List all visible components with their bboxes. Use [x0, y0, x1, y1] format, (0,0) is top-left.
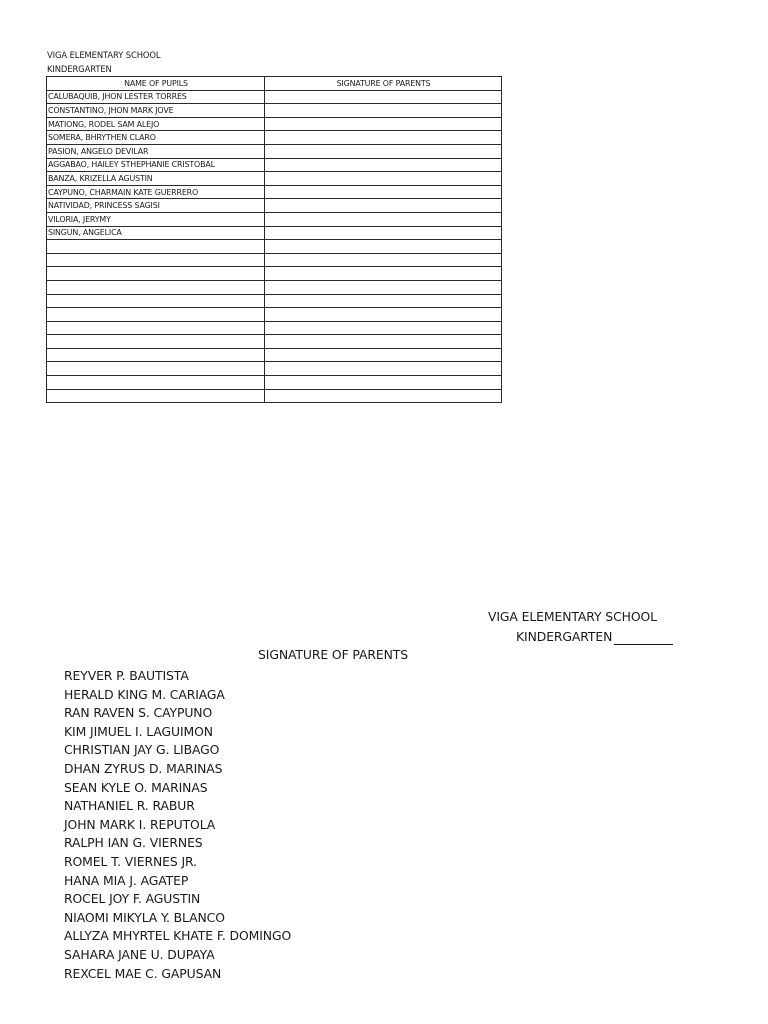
- section-blank-line: [614, 630, 673, 645]
- signature-cell[interactable]: [265, 131, 502, 145]
- list-item: SEAN KYLE O. MARINAS: [64, 779, 208, 795]
- signature-cell[interactable]: [265, 308, 502, 322]
- pupil-name-cell: SOMERA, BHRYTHEN CLARO: [47, 131, 265, 145]
- table-row: [47, 144, 502, 158]
- list-item: SAHARA JANE U. DUPAYA: [64, 946, 215, 962]
- signature-cell[interactable]: [265, 104, 502, 118]
- table-row: [47, 240, 502, 254]
- signature-cell[interactable]: [265, 240, 502, 254]
- table-row: [47, 131, 502, 145]
- table-row: [47, 212, 502, 226]
- list-item: KIM JIMUEL I. LAGUIMON: [64, 723, 213, 739]
- signature-cell[interactable]: [265, 90, 502, 104]
- table-row: [47, 104, 502, 118]
- signature-cell[interactable]: [265, 321, 502, 335]
- table-row: [47, 253, 502, 267]
- table-row: [47, 226, 502, 240]
- table-row: [47, 280, 502, 294]
- signature-cell[interactable]: [265, 185, 502, 199]
- signature-cell[interactable]: [265, 172, 502, 186]
- pupil-name-cell: [47, 362, 265, 376]
- table-row: [47, 158, 502, 172]
- list-item: RAN RAVEN S. CAYPUNO: [64, 705, 213, 721]
- pupil-name-cell: BANZA, KRIZELLA AGUSTIN: [47, 172, 265, 186]
- pupil-name-cell: PASION, ANGELO DEVILAR: [47, 144, 265, 158]
- list-item: ROCEL JOY F. AGUSTIN: [64, 891, 201, 907]
- signature-cell[interactable]: [265, 117, 502, 131]
- column-header-name: NAME OF PUPILS: [47, 77, 265, 91]
- signature-cell[interactable]: [265, 294, 502, 308]
- pupil-name-cell: [47, 376, 265, 390]
- table-row: [47, 321, 502, 335]
- signature-cell[interactable]: [265, 253, 502, 267]
- list-item: CHRISTIAN JAY G. LIBAGO: [64, 742, 220, 758]
- list-item: HERALD KING M. CARIAGA: [64, 686, 225, 702]
- sheet2-title: SIGNATURE OF PARENTS: [258, 647, 409, 662]
- sheet2-grade-line: [516, 629, 673, 645]
- table-row: [47, 117, 502, 131]
- list-item: ALLYZA MHYRTEL KHATE F. DOMINGO: [64, 928, 292, 944]
- table-row: [47, 267, 502, 281]
- signature-cell[interactable]: [265, 226, 502, 240]
- sheet1-roster-table: [46, 76, 502, 403]
- pupil-name-cell: [47, 308, 265, 322]
- table-body: [47, 90, 502, 403]
- list-item: HANA MIA J. AGATEP: [64, 872, 189, 888]
- pupil-name-cell: MATIONG, RODEL SAM ALEJO: [47, 117, 265, 131]
- pupil-name-cell: [47, 389, 265, 403]
- column-header-signature: SIGNATURE OF PARENTS: [265, 77, 502, 91]
- pupil-name-cell: [47, 335, 265, 349]
- sheet1-school-name: VIGA ELEMENTARY SCHOOL: [47, 50, 161, 60]
- table-row: [47, 335, 502, 349]
- sheet2-grade-level: KINDERGARTEN: [516, 629, 613, 644]
- signature-cell[interactable]: [265, 389, 502, 403]
- pupil-name-cell: [47, 240, 265, 254]
- pupil-name-cell: [47, 294, 265, 308]
- table-header-row: [47, 77, 502, 91]
- table-row: [47, 172, 502, 186]
- table-row: [47, 308, 502, 322]
- list-item: REYVER P. BAUTISTA: [64, 668, 189, 683]
- signature-cell[interactable]: [265, 158, 502, 172]
- pupil-name-cell: [47, 280, 265, 294]
- table-row: [47, 389, 502, 403]
- list-item: DHAN ZYRUS D. MARINAS: [64, 760, 223, 776]
- pupil-name-cell: [47, 348, 265, 362]
- signature-cell[interactable]: [265, 376, 502, 390]
- table-row: [47, 362, 502, 376]
- pupil-name-cell: [47, 321, 265, 335]
- table-row: [47, 348, 502, 362]
- sheet2-pupil-list: [64, 667, 291, 983]
- list-item: NATHANIEL R. RABUR: [64, 798, 195, 814]
- list-item: REXCEL MAE C. GAPUSAN: [64, 965, 222, 981]
- pupil-name-cell: CONSTANTINO, JHON MARK JOVE: [47, 104, 265, 118]
- pupil-name-cell: CALUBAQUIB, JHON LESTER TORRES: [47, 90, 265, 104]
- pupil-name-cell: SINGUN, ANGELICA: [47, 226, 265, 240]
- signature-cell[interactable]: [265, 348, 502, 362]
- signature-cell[interactable]: [265, 199, 502, 213]
- table-row: [47, 90, 502, 104]
- list-item: RALPH IAN G. VIERNES: [64, 835, 203, 851]
- table-row: [47, 185, 502, 199]
- table-row: [47, 376, 502, 390]
- signature-cell[interactable]: [265, 267, 502, 281]
- list-item: NIAOMI MIKYLA Y. BLANCO: [64, 909, 225, 925]
- pupil-name-cell: CAYPUNO, CHARMAIN KATE GUERRERO: [47, 185, 265, 199]
- sheet2-school-name: VIGA ELEMENTARY SCHOOL: [488, 609, 657, 624]
- signature-cell[interactable]: [265, 144, 502, 158]
- list-item: ROMEL T. VIERNES JR.: [64, 853, 197, 869]
- pupil-name-cell: [47, 253, 265, 267]
- pupil-name-cell: AGGABAO, HAILEY STHEPHANIE CRISTOBAL: [47, 158, 265, 172]
- pupil-name-cell: [47, 267, 265, 281]
- list-item: JOHN MARK I. REPUTOLA: [64, 816, 216, 832]
- pupil-name-cell: NATIVIDAD, PRINCESS SAGISI: [47, 199, 265, 213]
- signature-cell[interactable]: [265, 362, 502, 376]
- table-row: [47, 199, 502, 213]
- sheet1-grade-level: KINDERGARTEN: [47, 63, 112, 74]
- table-row: [47, 294, 502, 308]
- pupil-name-cell: VILORIA, JERYMY: [47, 212, 265, 226]
- signature-cell[interactable]: [265, 212, 502, 226]
- sheet1-header: [47, 49, 160, 76]
- signature-cell[interactable]: [265, 280, 502, 294]
- signature-cell[interactable]: [265, 335, 502, 349]
